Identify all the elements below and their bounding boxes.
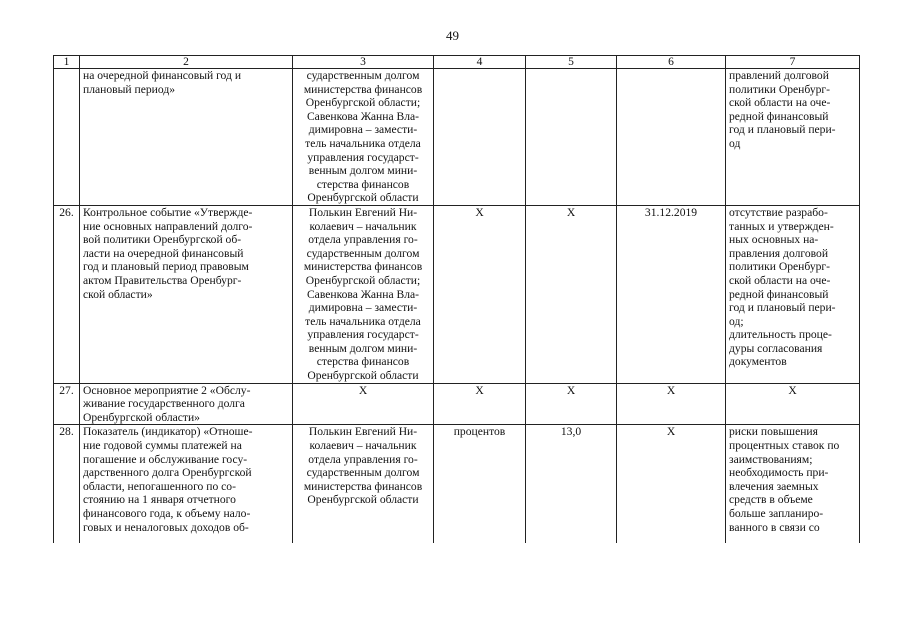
risks-cell: правлений долговой политики Оренбург- ской области на оче- редной финансовый год и плановый пери- од <box>726 69 860 206</box>
risks-cell: Х <box>726 383 860 425</box>
header-col-6: 6 <box>617 56 726 69</box>
table-row <box>54 205 860 383</box>
header-col-1: 1 <box>54 56 80 69</box>
responsible-cell: Х <box>293 383 434 425</box>
header-col-4: 4 <box>434 56 526 69</box>
event-cell: Показатель (индикатор) «Отноше- ние годовой суммы платежей на погашение и обслуживание госу- дарственного долга Оренбургской области, непогашенного по со- стоянию на 1 января отчетного финансового года, к объему нало- говых и неналоговых доходов об- <box>80 425 293 544</box>
event-cell: Основное мероприятие 2 «Обслу- живание государственного долга Оренбургской области» <box>80 383 293 425</box>
row-number: 28. <box>54 425 80 544</box>
row-number: 27. <box>54 383 80 425</box>
event-cell: Контрольное событие «Утвержде- ние основных направлений долго- вой политики Оренбургской об- ласти на очередной финансовый год и плановый период правовым актом Правительства Оренбург- ской области» <box>80 205 293 383</box>
responsible-cell: Полькин Евгений Ни- колаевич – начальник отдела управления го- сударственным долгом министерства финансов Оренбургской области; Савенкова Жанна Вла- димировна – замести- тель начальника отдела управления государст- венным долгом мини- стерства финансов Оренбургской области <box>293 205 434 383</box>
date-cell <box>617 69 726 206</box>
header-col-3: 3 <box>293 56 434 69</box>
unit-cell: Х <box>434 205 526 383</box>
date-cell: Х <box>617 383 726 425</box>
event-cell: на очередной финансовый год и плановый период» <box>80 69 293 206</box>
unit-cell: Х <box>434 383 526 425</box>
row-number: 26. <box>54 205 80 383</box>
table-row <box>54 425 860 544</box>
value-cell: Х <box>526 383 617 425</box>
value-cell: 13,0 <box>526 425 617 544</box>
header-col-2: 2 <box>80 56 293 69</box>
risks-cell: отсутствие разрабо- танных и утвержден- ных основных на- правления долговой политики Оренбург- ской области на оче- редной финансовый год и плановый пери- од; длительность проце- дуры согласования документов <box>726 205 860 383</box>
header-row <box>54 56 860 69</box>
table-row <box>54 69 860 206</box>
row-number <box>54 69 80 206</box>
page-number: 49 <box>446 28 459 43</box>
risks-cell: риски повышения процентных ставок по заимствованиям; необходимость при- влечения заемных средств в объеме больше запланиро- ванного в связи со <box>726 425 860 544</box>
date-cell: 31.12.2019 <box>617 205 726 383</box>
unit-cell <box>434 69 526 206</box>
document-table <box>53 55 860 543</box>
date-cell: Х <box>617 425 726 544</box>
unit-cell: процентов <box>434 425 526 544</box>
value-cell: Х <box>526 205 617 383</box>
header-col-7: 7 <box>726 56 860 69</box>
responsible-cell: Полькин Евгений Ни- колаевич – начальник отдела управления го- сударственным долгом министерства финансов Оренбургской области <box>293 425 434 544</box>
header-col-5: 5 <box>526 56 617 69</box>
value-cell <box>526 69 617 206</box>
responsible-cell: сударственным долгом министерства финансов Оренбургской области; Савенкова Жанна Вла- димировна – замести- тель начальника отдела управления государст- венным долгом мини- стерства финансов Оренбургской области <box>293 69 434 206</box>
table-row <box>54 383 860 425</box>
